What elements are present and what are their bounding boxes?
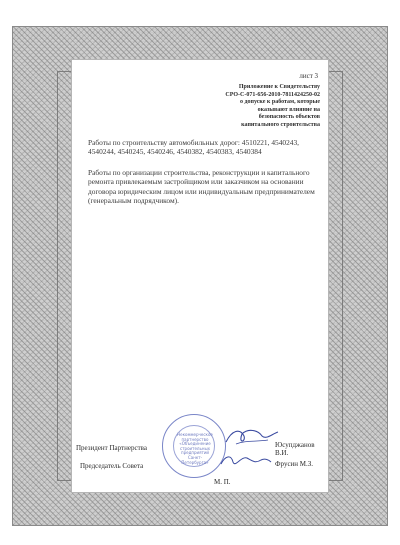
- appendix-line: СРО-С-071-656-2010-7811424250-02: [225, 91, 320, 98]
- appendix-header: [180, 84, 320, 130]
- seal-text: Некоммерческое партнерство «Объединение строительных предприятий Санкт-Петербурга»: [177, 432, 213, 465]
- document-body: [72, 60, 328, 492]
- chairman-name: Фрусин М.З.: [275, 460, 314, 468]
- chairman-title: Председатель Совета: [80, 462, 144, 470]
- sheet-number: лист 3: [299, 72, 318, 80]
- works-paragraph-roads: Работы по строительству автомобильных дорог: 4510221, 4540243, 4540244, 4540245, 4540246, 4540382, 4540383, 4540384: [88, 138, 300, 157]
- appendix-line: Приложение к Свидетельству: [238, 84, 320, 90]
- president-signature: [222, 426, 282, 448]
- appendix-line: безопасность объектов: [258, 114, 320, 121]
- appendix-line: капитального строительства: [241, 121, 320, 128]
- appendix-line: о допуске к работам, которые: [239, 99, 320, 106]
- chairman-signature: [217, 450, 273, 470]
- president-name: Юсупджанов В.И.: [275, 441, 315, 457]
- seal-place-label: М. П.: [214, 478, 231, 486]
- works-paragraph-organization: Работы по организации строительства, реконструкции и капитального ремонта привлекаемым застройщиком или заказчиком на основании договора юридическим лицом или индивидуальным предпринимателем (генеральным подрядчиком).: [88, 168, 315, 206]
- appendix-line: оказывают влияние на: [257, 106, 320, 113]
- president-title: Президент Партнерства: [76, 444, 147, 452]
